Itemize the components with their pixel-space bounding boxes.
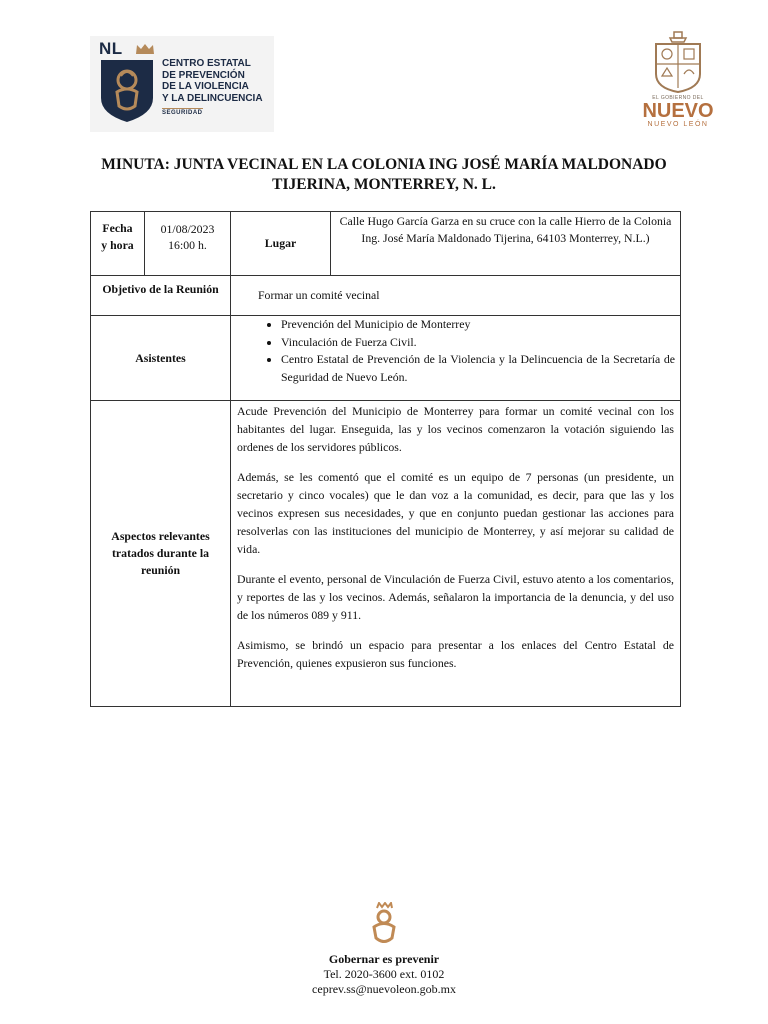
table-row bbox=[91, 316, 681, 401]
logo-nl-mark: NL bbox=[99, 39, 123, 58]
coat-of-arms-icon bbox=[650, 30, 706, 94]
document-title bbox=[60, 155, 708, 195]
logo-big-text: NUEVO bbox=[642, 100, 714, 122]
objetivo-label: Objetivo de la Reunión bbox=[102, 282, 219, 296]
logo-org-line: CENTRO ESTATAL bbox=[162, 58, 251, 69]
time-value: 16:00 h. bbox=[168, 238, 207, 252]
lugar-label-cell bbox=[231, 212, 331, 276]
list-item: • Centro Estatal de Prevención de la Violencia y la Delincuencia de la Secretaría de Seguridad de Nuevo León. bbox=[281, 351, 675, 386]
lugar-value: Calle Hugo García Garza en su cruce con la calle Hierro de la Colonia Ing. José María Maldonado Tijerina, 64103 Monterrey, N.L.) bbox=[339, 214, 672, 245]
list-item: • Prevención del Municipio de Monterrey bbox=[281, 316, 675, 334]
lugar-label: Lugar bbox=[264, 236, 297, 250]
logo-sub: SEGURIDAD bbox=[162, 110, 203, 116]
objetivo-value: Formar un comité vecinal bbox=[258, 288, 380, 302]
footer-slogan: Gobernar es prevenir bbox=[328, 952, 440, 966]
title-line-1: MINUTA: JUNTA VECINAL EN LA COLONIA ING JOSÉ MARÍA MALDONADO bbox=[101, 156, 667, 173]
table-row bbox=[91, 401, 681, 707]
logo-bottom-text: NUEVO LEÓN bbox=[647, 121, 709, 128]
title-line-2: TIJERINA, MONTERREY, N. L. bbox=[272, 176, 496, 193]
cepvd-logo bbox=[90, 36, 274, 132]
fecha-label-1: Fecha bbox=[102, 221, 133, 235]
logo-org-line: Y LA DELINCUENCIA bbox=[162, 92, 263, 104]
asistentes-value-cell bbox=[231, 316, 681, 401]
aspectos-paragraph: Acude Prevención del Municipio de Monterrey para formar un comité vecinal con los habitantes del lugar. Enseguida, las y los vecinos comenzaron la votación siguiendo las ordenes de los servidores públicos. bbox=[237, 404, 674, 454]
date-value: 01/08/2023 bbox=[160, 222, 215, 236]
lugar-value-cell bbox=[331, 212, 681, 276]
objetivo-value-cell bbox=[231, 276, 681, 316]
list-item: • Vinculación de Fuerza Civil. bbox=[281, 334, 675, 352]
footer-email: ceprev.ss@nuevoleon.gob.mx bbox=[312, 982, 456, 996]
aspectos-value-cell bbox=[231, 401, 681, 707]
aspectos-paragraph: Además, se les comentó que el comité es un equipo de 7 personas (un presidente, un secretario y cinco vocales) que le dan voz a la comunidad, es decir, para que las y los vecinos expresen sus necesidades, y que en conjunto puedan gestionar las acciones para resolverlas con las instituciones del municipio de Monterrey, y así mejorar su calidad de vida. bbox=[237, 470, 674, 556]
lion-shield-icon bbox=[99, 58, 155, 124]
footer-emblem-icon bbox=[366, 902, 402, 946]
asistentes-label: Asistentes bbox=[135, 350, 186, 365]
objetivo-label-cell bbox=[91, 276, 231, 316]
fecha-value-cell bbox=[145, 212, 231, 276]
logo-org-line: DE PREVENCIÓN bbox=[162, 69, 245, 81]
aspectos-label-cell bbox=[91, 401, 231, 707]
aspectos-label-1: Aspectos relevantes bbox=[111, 529, 210, 543]
logo-org-line: DE LA VIOLENCIA bbox=[162, 81, 249, 92]
footer bbox=[234, 902, 534, 997]
aspectos-label-3: reunión bbox=[140, 563, 181, 577]
aspectos-label-2: tratados durante la bbox=[112, 546, 209, 560]
crown-icon bbox=[135, 43, 155, 55]
table-row bbox=[91, 212, 681, 276]
logo-top-text: EL GOBIERNO DEL bbox=[652, 95, 704, 101]
table-row bbox=[91, 276, 681, 316]
aspectos-paragraph: Durante el evento, personal de Vinculación de Fuerza Civil, estuvo atento a los comentarios, y reportes de las y los vecinos. Además, señalaron la importancia de la denuncia, y del uso de los números 089 y 911. bbox=[237, 572, 674, 622]
minuta-table bbox=[90, 211, 681, 707]
fecha-label-cell bbox=[91, 212, 145, 276]
asistentes-list bbox=[231, 316, 675, 386]
aspectos-paragraph: Asimismo, se brindó un espacio para presentar a los enlaces del Centro Estatal de Prevención, quienes expusieron sus funciones. bbox=[237, 638, 674, 670]
asistentes-label-cell bbox=[91, 316, 231, 401]
gobierno-nl-logo bbox=[630, 30, 726, 130]
logo-org-name bbox=[162, 58, 263, 104]
footer-phone: Tel. 2020-3600 ext. 0102 bbox=[323, 967, 445, 981]
fecha-label-2: y hora bbox=[101, 238, 134, 252]
